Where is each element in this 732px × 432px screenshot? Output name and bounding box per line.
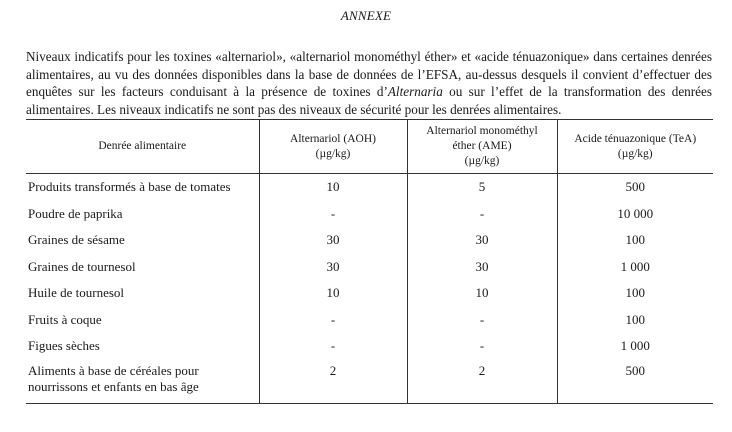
cell-tea: 500 — [557, 360, 713, 404]
intro-text-start: Niveaux indicatifs pour les toxines «alternariol», «alternariol monométhyl éther» et «acide ténuazonique» dans certaines denrées alimentaires, au vu des données disponibles dans la base de données de l’EFSA, au-dessus desquels il convient d’effectuer des enquêtes sur les facteurs conduisant à la présence de toxines d’ — [26, 49, 712, 100]
cell-foodstuff: Figues sèches — [28, 338, 100, 354]
cell-foodstuff: Aliments à base de céréales pour nourrissons et enfants en bas âge — [26, 360, 259, 404]
cell-aoh: 30 — [259, 254, 407, 281]
cell-foodstuff: Produits transformés à base de tomates — [28, 179, 231, 195]
header-row — [26, 120, 713, 174]
cell-foodstuff: Graines de sésame — [28, 232, 125, 248]
table-body — [26, 174, 713, 404]
cell-ame: - — [407, 307, 557, 334]
cell-aoh: - — [259, 307, 407, 334]
header-ame-unit: (µg/kg) — [464, 155, 500, 167]
table-row — [26, 307, 713, 334]
header-aoh-name: Alternariol (AOH) — [290, 132, 376, 145]
cell-foodstuff: Huile de tournesol — [28, 285, 125, 301]
header-tea — [557, 120, 713, 174]
cell-aoh: 10 — [259, 174, 407, 201]
table-row — [26, 333, 713, 360]
cell-tea: 1 000 — [557, 333, 713, 360]
cell-tea: 100 — [557, 227, 713, 254]
intro-paragraph — [26, 48, 712, 118]
table-header — [26, 120, 713, 174]
intro-italic-term: Alternaria — [387, 84, 443, 100]
cell-foodstuff: Graines de tournesol — [28, 258, 136, 274]
cell-ame: 10 — [407, 280, 557, 307]
header-ame-name: Alternariol monométhyl éther (AME) — [426, 125, 538, 152]
annex-title: ANNEXE — [340, 8, 392, 23]
cell-ame: 2 — [407, 360, 557, 404]
header-aoh-unit: (µg/kg) — [315, 147, 351, 160]
table-row — [26, 360, 713, 404]
header-foodstuff-label: Denrée alimentaire — [98, 140, 187, 152]
cell-tea: 500 — [557, 174, 713, 201]
cell-ame: 30 — [407, 254, 557, 281]
cell-foodstuff: Fruits à coque — [28, 311, 102, 327]
header-tea-name: Acide ténuazonique (TeA) — [574, 132, 697, 145]
header-ame — [407, 120, 557, 174]
header-foodstuff — [26, 120, 259, 174]
cell-tea: 10 000 — [557, 201, 713, 228]
cell-tea: 1 000 — [557, 254, 713, 281]
table-row — [26, 254, 713, 281]
table-row — [26, 280, 713, 307]
intro-text-end: ou sur l’effet de la transformation des denrées alimentaires. Les niveaux indicatifs ne sont pas des niveaux de sécurité pour les denrées alimentaires. — [26, 84, 712, 117]
cell-aoh: - — [259, 201, 407, 228]
cell-tea: 100 — [557, 280, 713, 307]
table-row — [26, 201, 713, 228]
cell-aoh: 10 — [259, 280, 407, 307]
cell-foodstuff: Poudre de paprika — [28, 205, 123, 221]
table-row — [26, 174, 713, 201]
cell-tea: 100 — [557, 307, 713, 334]
cell-ame: - — [407, 201, 557, 228]
cell-aoh: 30 — [259, 227, 407, 254]
cell-ame: - — [407, 333, 557, 360]
guidance-levels-table — [26, 119, 713, 404]
cell-aoh: 2 — [259, 360, 407, 404]
table-row — [26, 227, 713, 254]
cell-ame: 30 — [407, 227, 557, 254]
header-tea-unit: (µg/kg) — [617, 147, 653, 160]
cell-aoh: - — [259, 333, 407, 360]
cell-ame: 5 — [407, 174, 557, 201]
header-aoh — [259, 120, 407, 174]
